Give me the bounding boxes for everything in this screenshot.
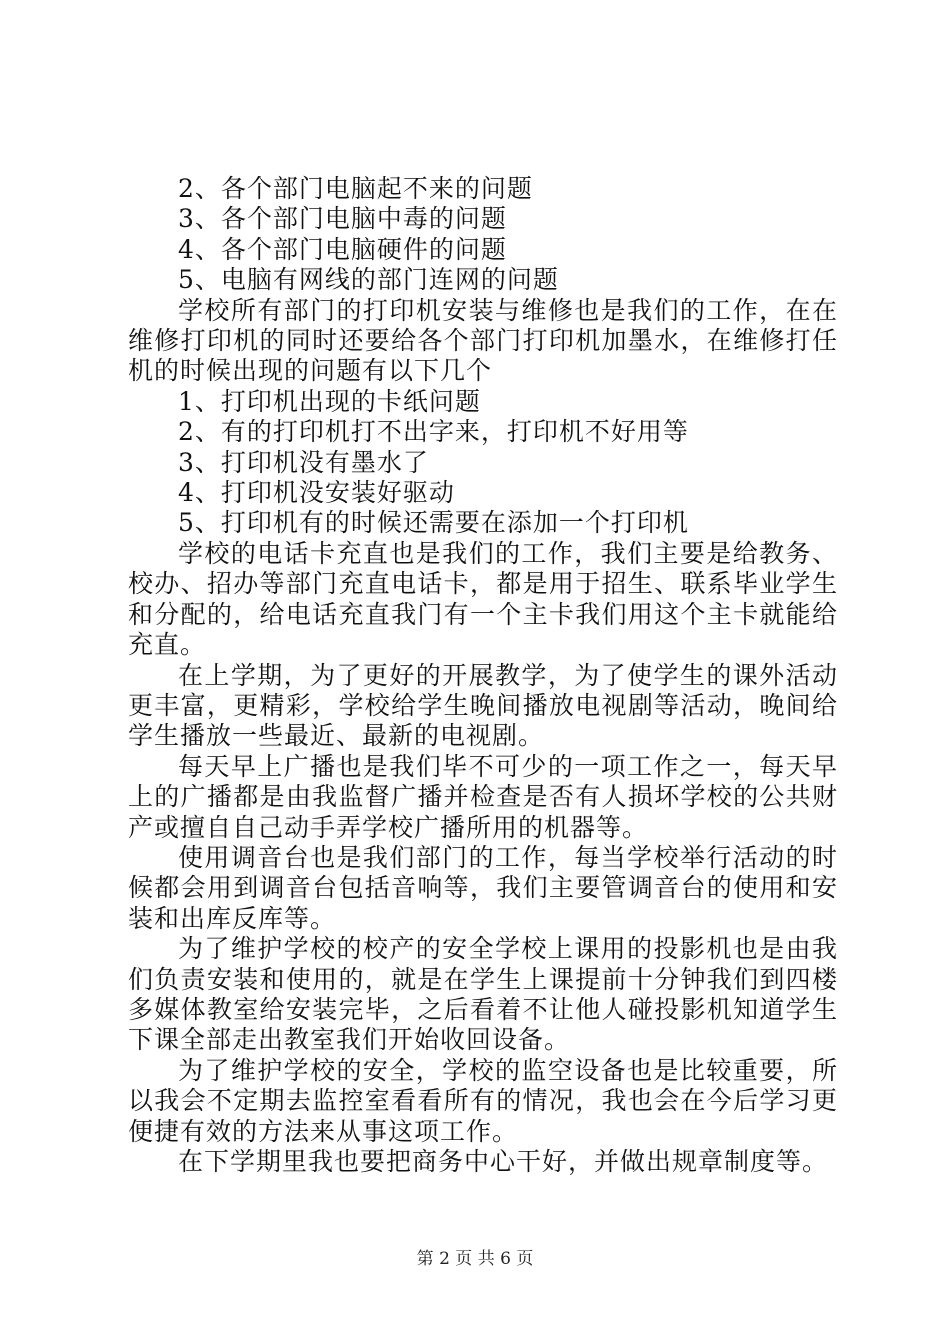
body-paragraph: 为了维护学校的校产的安全学校上课用的投影机也是由我们负责安装和使用的，就是在学生上课提前十分钟我们到四楼多媒体教室给安装完毕，之后看着不让他人碰投影机知道学生下课全部走出教室我们开始收回设备。 — [128, 934, 838, 1055]
body-paragraph: 每天早上广播也是我们毕不可少的一项工作之一，每天早上的广播都是由我监督广播并检查是否有人损坏学校的公共财产或擅自自己动手弄学校广播所用的机器等。 — [128, 751, 838, 842]
list-item: 4、各个部门电脑硬件的问题 — [178, 234, 507, 264]
body-paragraph: 使用调音台也是我们部门的工作，每当学校举行活动的时候都会用到调音台包括音响等，我们主要管调音台的使用和安装和出库反库等。 — [128, 842, 838, 933]
list-item: 5、打印机有的时候还需要在添加一个打印机 — [178, 508, 689, 538]
page-number-footer: 第 2 页 共 6 页 — [416, 1249, 534, 1269]
list-item: 3、打印机没有墨水了 — [178, 447, 429, 477]
list-item: 2、有的打印机打不出字来，打印机不好用等 — [178, 417, 689, 447]
body-paragraph: 在上学期，为了更好的开展教学，为了使学生的课外活动更丰富，更精彩，学校给学生晚间播放电视剧等活动，晚间给学生播放一些最近、最新的电视剧。 — [128, 660, 838, 751]
body-paragraph: 为了维护学校的安全，学校的监空设备也是比较重要，所以我会不定期去监控室看看所有的情况，我也会在今后学习更便捷有效的方法来从事这项工作。 — [128, 1055, 838, 1146]
document-body — [128, 174, 838, 1177]
body-paragraph: 学校的电话卡充直也是我们的工作，我们主要是给教务、校办、招办等部门充直电话卡，都是用于招生、联系毕业学生和分配的，给电话充直我门有一个主卡我们用这个主卡就能给充直。 — [128, 538, 838, 660]
body-paragraph: 在下学期里我也要把商务中心干好，并做出规章制度等。 — [178, 1147, 829, 1176]
list-item: 2、各个部门电脑起不来的问题 — [178, 174, 533, 203]
list-item: 4、打印机没安装好驱动 — [178, 478, 455, 508]
list-item: 1、打印机出现的卡纸问题 — [178, 386, 481, 416]
list-item: 5、电脑有网线的部门连网的问题 — [178, 265, 559, 295]
list-item: 3、各个部门电脑中毒的问题 — [178, 204, 507, 234]
body-paragraph: 学校所有部门的打印机安装与维修也是我们的工作，在在维修打印机的同时还要给各个部门打印机加墨水，在维修打任机的时候出现的问题有以下几个 — [128, 295, 838, 386]
